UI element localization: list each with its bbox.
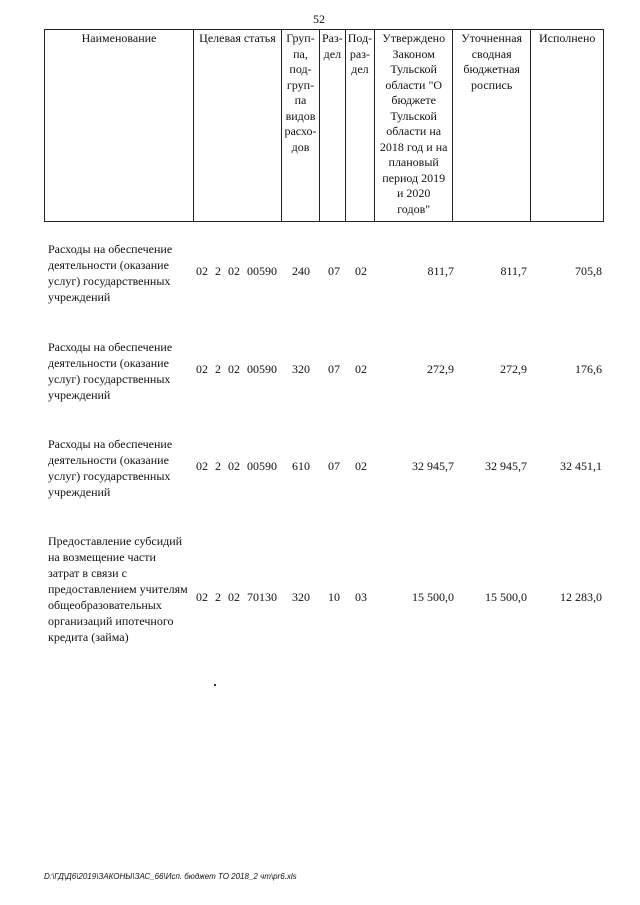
- target-part-4: 00590: [247, 459, 277, 473]
- target-part-2: 2: [215, 590, 221, 604]
- subsection-code: 02: [355, 362, 367, 376]
- header-name: Наименование: [45, 30, 194, 222]
- approved-amount: 15 500,0: [412, 590, 454, 604]
- refined-amount: 272,9: [500, 362, 527, 376]
- approved-amount: 811,7: [427, 264, 454, 278]
- approved-amount: 272,9: [427, 362, 454, 376]
- header-refined: Уточненная сводная бюджетная роспись: [453, 30, 531, 222]
- section-code: 07: [328, 264, 340, 278]
- executed-amount: 32 451,1: [560, 459, 602, 473]
- target-part-3: 02: [228, 362, 240, 376]
- target-part-3: 02: [228, 459, 240, 473]
- subsection-code: 03: [355, 590, 367, 604]
- refined-amount: 15 500,0: [485, 590, 527, 604]
- target-part-3: 02: [228, 264, 240, 278]
- page-number: 52: [313, 12, 325, 26]
- target-part-1: 02: [196, 590, 208, 604]
- group-code: 320: [292, 362, 310, 376]
- group-code: 320: [292, 590, 310, 604]
- row-name: Расходы на обеспечение деятельности (оказание услуг) государственных учреждений: [48, 340, 173, 402]
- header-target: Целевая статья: [194, 30, 282, 222]
- header-group: Груп- па, под- груп- па видов расхо- дов: [282, 30, 320, 222]
- table-header: [44, 29, 604, 222]
- target-part-1: 02: [196, 264, 208, 278]
- refined-amount: 811,7: [500, 264, 527, 278]
- target-part-3: 02: [228, 590, 240, 604]
- refined-amount: 32 945,7: [485, 459, 527, 473]
- row-name: Расходы на обеспечение деятельности (оказание услуг) государственных учреждений: [48, 437, 173, 499]
- subsection-code: 02: [355, 459, 367, 473]
- header-approved: Утверждено Законом Тульской области "О бюджете Тульской области на 2018 год и на плановый период 2019 и 2020 годов": [375, 30, 453, 222]
- group-code: 240: [292, 264, 310, 278]
- executed-amount: 12 283,0: [560, 590, 602, 604]
- target-part-4: 00590: [247, 264, 277, 278]
- scan-speck: [214, 684, 216, 686]
- subsection-code: 02: [355, 264, 367, 278]
- section-code: 07: [328, 459, 340, 473]
- section-code: 07: [328, 362, 340, 376]
- executed-amount: 176,6: [575, 362, 602, 376]
- header-section: Раз- дел: [320, 30, 346, 222]
- executed-amount: 705,8: [575, 264, 602, 278]
- target-part-4: 70130: [247, 590, 277, 604]
- header-executed: Исполнено: [531, 30, 604, 222]
- header-subsection: Под- раз- дел: [345, 30, 374, 222]
- section-code: 10: [328, 590, 340, 604]
- approved-amount: 32 945,7: [412, 459, 454, 473]
- target-part-2: 2: [215, 264, 221, 278]
- group-code: 610: [292, 459, 310, 473]
- target-part-2: 2: [215, 459, 221, 473]
- row-name: Расходы на обеспечение деятельности (оказание услуг) государственных учреждений: [48, 242, 173, 304]
- target-part-4: 00590: [247, 362, 277, 376]
- row-name: Предоставление субсидий на возмещение части затрат в связи с предоставлением учителям общеобразовательных организаций ипотечного кредита (займа): [48, 534, 188, 644]
- target-part-1: 02: [196, 459, 208, 473]
- target-part-1: 02: [196, 362, 208, 376]
- file-path-footer: D:\ГД\Д6\2019\ЗАКОНЫ\ЗАС_66\Исп. бюджет ТО 2018_2 чт\pr6.xls: [44, 872, 297, 881]
- target-part-2: 2: [215, 362, 221, 376]
